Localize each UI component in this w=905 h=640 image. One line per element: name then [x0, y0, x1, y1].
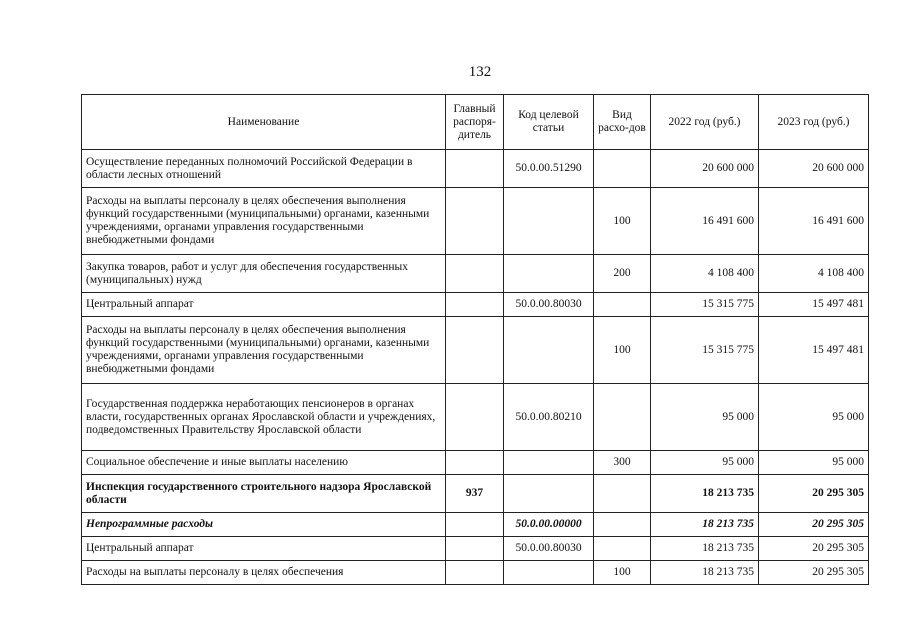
cell-main-manager: [446, 188, 504, 255]
table-row: [82, 561, 869, 585]
cell-amount-2023: 16 491 600: [759, 188, 869, 255]
header-expense-type: Вид расхо-дов: [594, 95, 651, 150]
cell-amount-2022: 18 213 735: [651, 537, 759, 561]
table-row: [82, 513, 869, 537]
table-row: [82, 150, 869, 188]
header-year-2022: 2022 год (руб.): [651, 95, 759, 150]
cell-amount-2023: 15 497 481: [759, 293, 869, 317]
cell-target-code: 50.0.00.00000: [504, 513, 594, 537]
cell-name: Государственная поддержка неработающих пенсионеров в органах власти, государственных органах Ярославской области и учреждениях, подведомственных Правительству Ярославской области: [82, 384, 446, 451]
cell-name: Инспекция государственного строительного надзора Ярославской области: [82, 475, 446, 513]
table-header-row: [82, 95, 869, 150]
cell-amount-2022: 16 491 600: [651, 188, 759, 255]
cell-main-manager: [446, 537, 504, 561]
cell-expense-type: [594, 384, 651, 451]
cell-amount-2023: 4 108 400: [759, 255, 869, 293]
cell-amount-2023: 95 000: [759, 451, 869, 475]
cell-amount-2022: 4 108 400: [651, 255, 759, 293]
cell-name: Социальное обеспечение и иные выплаты населению: [82, 451, 446, 475]
cell-target-code: 50.0.00.80030: [504, 293, 594, 317]
cell-amount-2023: 20 600 000: [759, 150, 869, 188]
cell-main-manager: [446, 150, 504, 188]
cell-name: Центральный аппарат: [82, 293, 446, 317]
cell-amount-2022: 20 600 000: [651, 150, 759, 188]
cell-amount-2022: 18 213 735: [651, 513, 759, 537]
cell-expense-type: [594, 475, 651, 513]
cell-target-code: [504, 317, 594, 384]
cell-main-manager: [446, 384, 504, 451]
cell-name: Закупка товаров, работ и услуг для обеспечения государственных (муниципальных) нужд: [82, 255, 446, 293]
table-row: [82, 317, 869, 384]
header-target-code: Код целевой статьи: [504, 95, 594, 150]
cell-amount-2023: 95 000: [759, 384, 869, 451]
cell-amount-2022: 15 315 775: [651, 317, 759, 384]
cell-amount-2022: 18 213 735: [651, 475, 759, 513]
cell-name: Расходы на выплаты персоналу в целях обеспечения выполнения функций государственными (муниципальными) органами, казенными учреждениями, органами управления государственными внебюджетными фондами: [82, 317, 446, 384]
budget-table: [81, 94, 869, 585]
cell-amount-2022: 95 000: [651, 384, 759, 451]
cell-amount-2023: 20 295 305: [759, 475, 869, 513]
cell-expense-type: 100: [594, 561, 651, 585]
cell-expense-type: [594, 150, 651, 188]
cell-name: Расходы на выплаты персоналу в целях обеспечения выполнения функций государственными (муниципальными) органами, казенными учреждениями, органами управления государственными внебюджетными фондами: [82, 188, 446, 255]
cell-name: Расходы на выплаты персоналу в целях обеспечения: [82, 561, 446, 585]
cell-amount-2022: 18 213 735: [651, 561, 759, 585]
table-row: [82, 475, 869, 513]
table-row: [82, 384, 869, 451]
cell-main-manager: [446, 561, 504, 585]
table-row: [82, 188, 869, 255]
cell-amount-2023: 15 497 481: [759, 317, 869, 384]
cell-target-code: [504, 475, 594, 513]
cell-expense-type: 300: [594, 451, 651, 475]
cell-target-code: [504, 561, 594, 585]
cell-expense-type: [594, 293, 651, 317]
cell-expense-type: [594, 537, 651, 561]
cell-amount-2023: 20 295 305: [759, 537, 869, 561]
cell-main-manager: [446, 513, 504, 537]
header-main-manager: Главный распоря-дитель: [446, 95, 504, 150]
cell-main-manager: [446, 451, 504, 475]
table-row: [82, 537, 869, 561]
header-year-2023: 2023 год (руб.): [759, 95, 869, 150]
cell-target-code: 50.0.00.51290: [504, 150, 594, 188]
cell-main-manager: 937: [446, 475, 504, 513]
table-row: [82, 293, 869, 317]
cell-name: Непрограммные расходы: [82, 513, 446, 537]
cell-main-manager: [446, 255, 504, 293]
cell-target-code: 50.0.00.80030: [504, 537, 594, 561]
table-row: [82, 451, 869, 475]
cell-expense-type: [594, 513, 651, 537]
cell-amount-2022: 15 315 775: [651, 293, 759, 317]
page-number: 132: [468, 64, 492, 80]
header-name: Наименование: [82, 95, 446, 150]
cell-main-manager: [446, 293, 504, 317]
cell-target-code: [504, 188, 594, 255]
cell-main-manager: [446, 317, 504, 384]
cell-name: Центральный аппарат: [82, 537, 446, 561]
cell-amount-2022: 95 000: [651, 451, 759, 475]
cell-amount-2023: 20 295 305: [759, 513, 869, 537]
cell-amount-2023: 20 295 305: [759, 561, 869, 585]
cell-name: Осуществление переданных полномочий Российской Федерации в области лесных отношений: [82, 150, 446, 188]
cell-target-code: [504, 255, 594, 293]
cell-expense-type: 100: [594, 317, 651, 384]
cell-target-code: 50.0.00.80210: [504, 384, 594, 451]
cell-expense-type: 200: [594, 255, 651, 293]
table-row: [82, 255, 869, 293]
cell-expense-type: 100: [594, 188, 651, 255]
cell-target-code: [504, 451, 594, 475]
table-body: [82, 150, 869, 585]
